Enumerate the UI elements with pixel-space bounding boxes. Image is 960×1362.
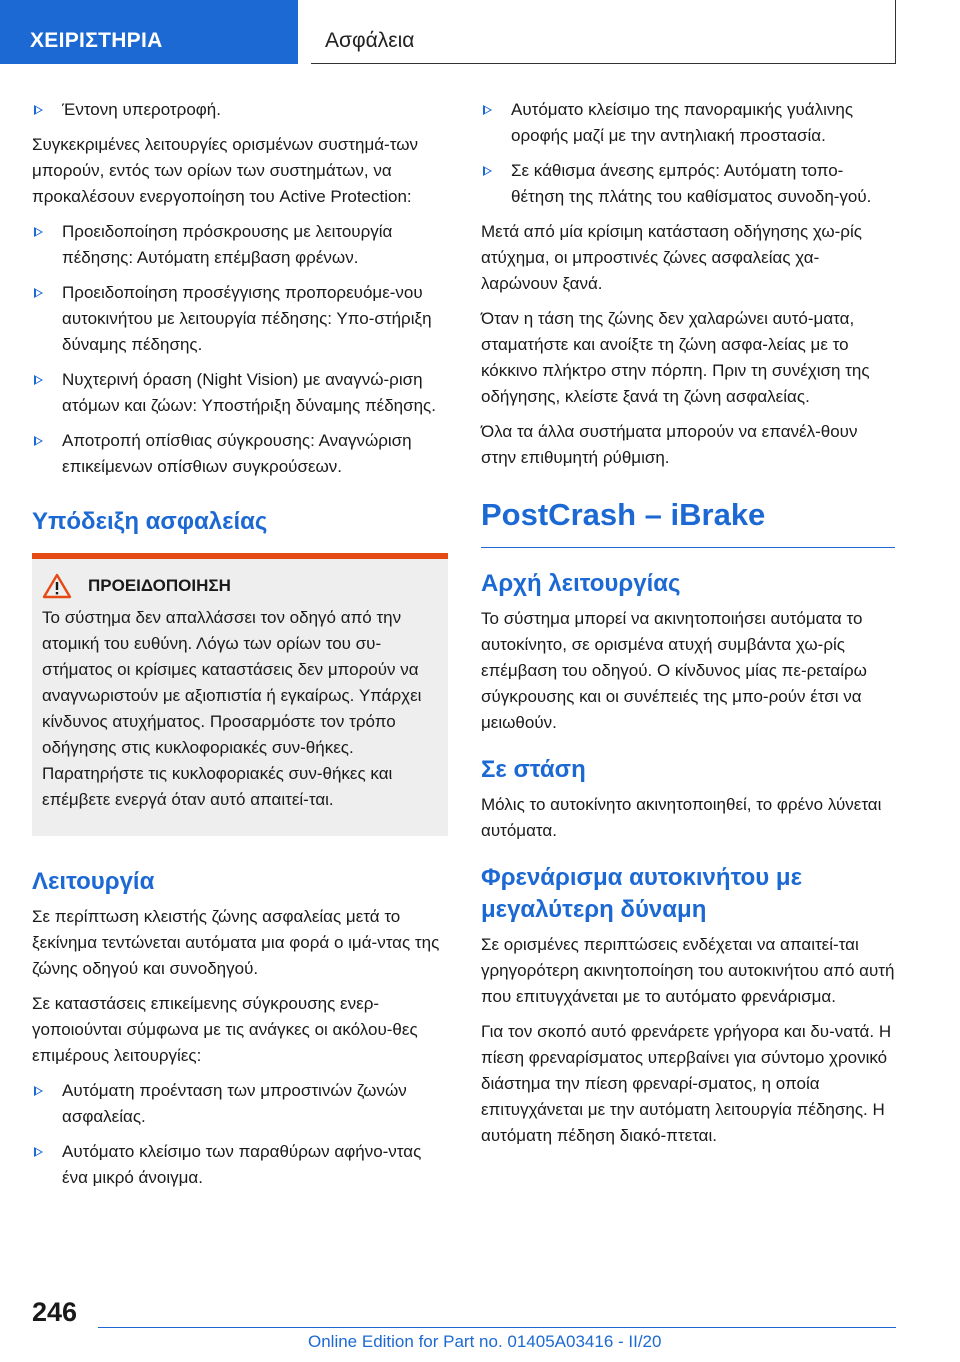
warning-header [42,573,434,599]
triangle-bullet-icon [34,436,43,446]
paragraph: Μόλις το αυτοκίνητο ακινητοποιηθεί, το φρένο λύνεται αυτόματα. [481,795,882,840]
paragraph: Για τον σκοπό αυτό φρενάρετε γρήγορα και δυ-νατά. Η πίεση φρεναρίσματος υπερβαίνει για σύντομο χρονικό διάστημα την πίεση φρεναρί-σματος, η οποία επιτυγχάνεται με την αυτόματη λειτουργία πέδησης. Η αυτόματη πέδηση διακό-πτεται. [481,1022,892,1145]
braking-heading: Φρενάρισμα αυτοκινήτου με μεγαλύτερη δύναμη [481,864,802,923]
chapter-tab: ΧΕΙΡΙΣΤΗΡΙΑ [0,0,298,64]
list-item: Αυτόματη προένταση των μπροστινών ζωνών ασφαλείας. [32,1078,448,1130]
paragraph: Σε ορισμένες περιπτώσεις ενδέχεται να απαιτεί-ται γρηγορότερη ακινητοποίηση του αυτοκινήτου από αυτή που επιτυγχάνεται με το αυτόματο φρενάρισμα. [481,935,895,1006]
intro-paragraph: Συγκεκριμένες λειτουργίες ορισμένων συστημά-των μπορούν, εντός των ορίων των συστημάτων, να προκαλέσουν ενεργοποίηση του Active Protection: [32,135,418,206]
paragraph: Μετά από μία κρίσιμη κατάσταση οδήγησης χω-ρίς ατύχημα, οι μπροστινές ζώνες ασφαλείας χα-λαρώνουν ξανά. [481,222,862,293]
left-column [32,97,448,1200]
page-number: 246 [32,1297,78,1327]
paragraph: Όλα τα άλλα συστήματα μπορούν να επανέλ-θουν στην επιθυμητή ρύθμιση. [481,422,858,467]
list-item: Αυτόματο κλείσιμο της πανοραμικής γυάλινης οροφής μαζί με την αντηλιακή προστασία. [481,97,895,149]
right-column [481,97,895,1158]
warning-text: Το σύστημα δεν απαλλάσσει τον οδηγό από την ατομική του ευθύνη. Λόγω των ορίων του συ-στήματος οι κρίσιμες καταστάσεις δεν μπορούν να αναγνωριστούν με αξιοπιστία ή εγκαίρως. Υπάρχει κίνδυνος ατυχήματος. Προσαρμόστε τον τρόπο οδήγησης στις κυκλοφοριακές συν-θήκες. Παρατηρήστε τις κυκλοφοριακές συν-θήκες και επέμβετε ενεργά όταν αυτό απαιτεί-ται. [42,608,422,809]
postcrash-heading: PostCrash – iBrake [481,497,895,548]
paragraph: Σε καταστάσεις επικείμενης σύγκρουσης ενερ-γοποιούνται σύμφωνα με τις ανάγκες οι ακόλου-θες επιμέρους λειτουργίες: [32,994,418,1065]
warning-box [32,553,448,836]
section-title: Ασφάλεια [311,0,896,64]
list-item: Προειδοποίηση πρόσκρουσης με λειτουργία πέδησης: Αυτόματη επέμβαση φρένων. [32,219,448,271]
triangle-bullet-icon [34,1086,43,1096]
principle-heading: Αρχή λειτουργίας [481,570,681,597]
list-item: Αυτόματο κλείσιμο των παραθύρων αφήνο-ντας ένα μικρό άνοιγμα. [32,1139,448,1191]
triangle-bullet-icon [34,1147,43,1157]
paragraph: Σε περίπτωση κλειστής ζώνης ασφαλείας μετά το ξεκίνημα τεντώνεται αυτόματα μια φορά ο ιμά-ντας της ζώνης οδηγού και συνοδηγού. [32,907,440,978]
footer-divider [98,1327,896,1328]
triangle-bullet-icon [483,105,492,115]
list-item: Νυχτερινή όραση (Night Vision) με αναγνώ-ριση ατόμων και ζώων: Υποστήριξη δύναμης πέδησης. [32,367,448,419]
triangle-bullet-icon [34,105,43,115]
footer-edition: Online Edition for Part no. 01405A03416 - II/20 [308,1332,662,1351]
warning-triangle-icon [42,573,72,599]
stop-heading: Σε στάση [481,756,586,783]
list-item: Σε κάθισμα άνεσης εμπρός: Αυτόματη τοπο-θέτηση της πλάτης του καθίσματος συνοδη-γού. [481,158,895,210]
paragraph: Το σύστημα μπορεί να ακινητοποιήσει αυτόματα το αυτοκίνητο, σε ορισμένα ατυχή συμβάντα χω-ρίς επέμβαση του οδηγού. Ο κίνδυνος μίας πε-ρεταίρω σύγκρουσης και οι συνέπειές της μπο-ρούν έτσι να μειωθούν. [481,609,867,732]
paragraph: Όταν η τάση της ζώνης δεν χαλαρώνει αυτό-ματα, σταματήστε και ανοίξτε τη ζώνη ασφα-λείας με το κόκκινο πλήκτρο στην πόρπη. Πριν τη συνέχιση της οδήγησης, κλείστε ξανά τη ζώνη ασφαλείας. [481,309,870,406]
function-heading: Λειτουργία [32,868,155,895]
list-item: Έντονη υπεροτροφή. [32,97,448,123]
triangle-bullet-icon [34,227,43,237]
safety-heading: Υπόδειξη ασφαλείας [32,508,268,535]
triangle-bullet-icon [34,288,43,298]
triangle-bullet-icon [483,166,492,176]
list-item: Αποτροπή οπίσθιας σύγκρουσης: Αναγνώριση επικείμενων οπίσθιων συγκρούσεων. [32,428,448,480]
triangle-bullet-icon [34,375,43,385]
warning-title: ΠΡΟΕΙΔΟΠΟΙΗΣΗ [88,576,231,595]
list-item: Προειδοποίηση προσέγγισης προπορευόμε-νου αυτοκινήτου με λειτουργία πέδησης: Υπο-στήριξη δύναμης πέδησης. [32,280,448,358]
